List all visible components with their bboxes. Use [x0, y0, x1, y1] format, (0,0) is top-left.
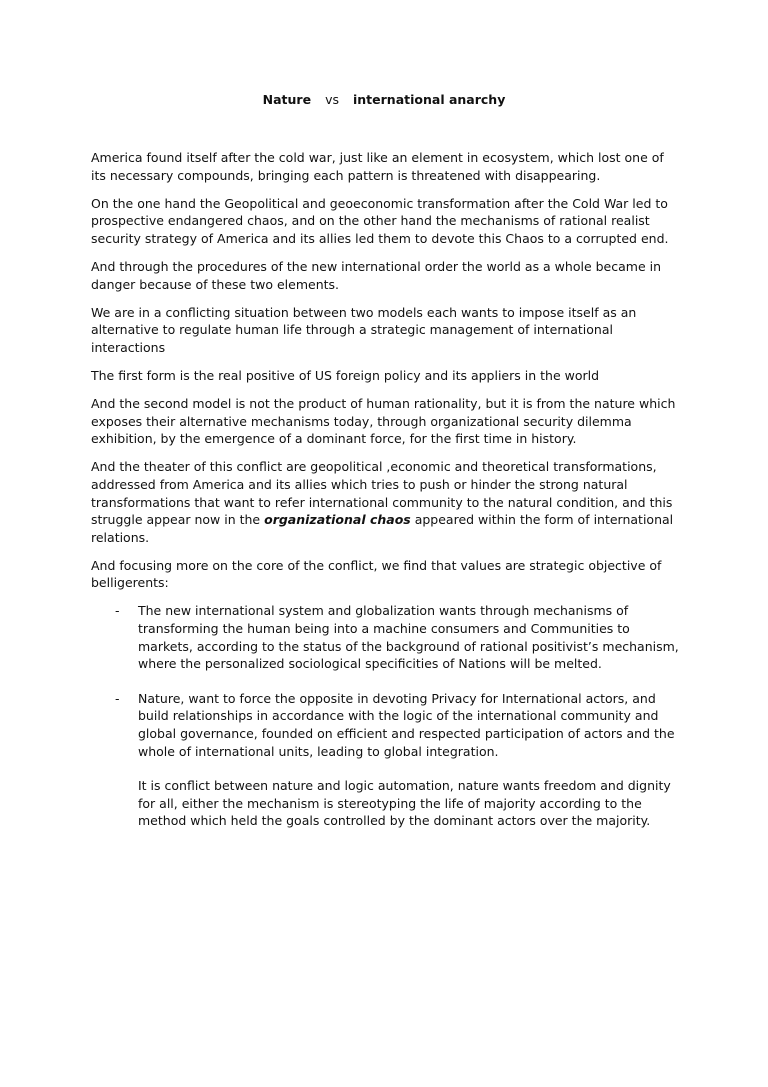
paragraph-4: We are in a conflicting situation between two models each wants to impose itself as an alternative to regulate human life through a strategic management of international interactions: [91, 304, 637, 355]
paragraph-7: [91, 458, 681, 546]
bullet-marker: -: [115, 603, 120, 619]
paragraph-8: And focusing more on the core of the conflict, we find that values are strategic objective of belligerents:: [91, 557, 662, 591]
bullet-marker: -: [115, 690, 120, 706]
paragraph-2: On the one hand the Geopolitical and geoeconomic transformation after the Cold War led to prospective endangered chaos, and on the other hand the mechanisms of rational realist security strategy of America and its allies led them to devote this Chaos to a corrupted end.: [91, 195, 669, 246]
paragraph-1: America found itself after the cold war, just like an element in ecosystem, which lost one of its necessary compounds, bringing each pattern is threatened with disappearing.: [91, 150, 664, 183]
document-title: [0, 91, 768, 109]
bullet-item-1: [91, 602, 681, 672]
bullet-item-2: [91, 690, 681, 760]
title-international-anarchy: international anarchy: [353, 92, 506, 107]
closing-paragraph: It is conflict between nature and logic automation, nature wants freedom and dignity for all, either the mechanism is stereotyping the life of majority according to the method which held the goals controlled by the dominant actors over the majority.: [138, 778, 671, 829]
paragraph-7-text-b: appeared within the form of international relations.: [91, 512, 674, 545]
title-nature: Nature: [262, 92, 312, 107]
bullet-text: The new international system and globalization wants through mechanisms of transforming the human being into a machine consumers and Communities to markets, according to the status of the background of rational positivist’s mechanism, where the personalized sociological specificities of Nations will be melted.: [138, 603, 679, 672]
paragraph-5: The first form is the real positive of US foreign policy and its appliers in the world: [91, 367, 600, 383]
title-vs: vs: [325, 92, 339, 107]
paragraph-6: And the second model is not the product of human rationality, but it is from the nature which exposes their alternative mechanisms today, through organizational security dilemma exhibition, by the emergence of a dominant force, for the first time in history.: [91, 396, 676, 447]
emphasis-organizational-chaos: organizational chaos: [264, 512, 411, 528]
paragraph-7-text-a: And the theater of this conflict are geopolitical ,economic and theoretical transformations, addressed from America and its allies which tries to push or hinder the strong natural transformations that want to refer international community to the natural condition, and this struggle appear now in the: [91, 459, 673, 528]
paragraph-3: And through the procedures of the new international order the world as a whole became in danger because of these two elements.: [91, 258, 662, 292]
document-body: [91, 149, 681, 841]
bullet-text: Nature, want to force the opposite in devoting Privacy for International actors, and build relationships in accordance with the logic of the international community and global governance, founded on efficient and respected participation of actors and the whole of international units, leading to global integration.: [138, 690, 675, 759]
